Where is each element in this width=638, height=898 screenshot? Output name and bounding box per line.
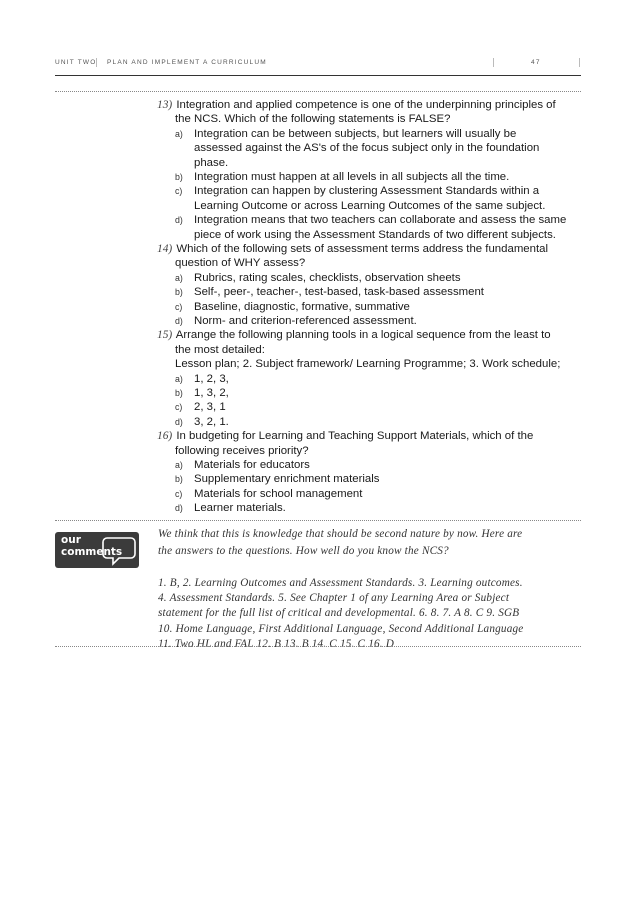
answer-option bbox=[175, 400, 585, 414]
answer-option bbox=[175, 458, 585, 472]
option-text: Self-, peer-, teacher-, test-based, task-based assessment bbox=[194, 286, 484, 299]
option-letter: b) bbox=[175, 474, 183, 485]
dotted-divider bbox=[55, 646, 581, 647]
badge-line-2: comments bbox=[61, 546, 123, 558]
answer-option bbox=[175, 184, 585, 213]
option-text: Baseline, diagnostic, formative, summative bbox=[194, 300, 410, 313]
answer-option bbox=[175, 501, 585, 515]
question-stem bbox=[157, 328, 577, 342]
answer-option bbox=[175, 487, 585, 501]
option-letter: d) bbox=[175, 503, 183, 514]
question-number: 16) bbox=[157, 430, 173, 443]
question-number: 14) bbox=[157, 243, 173, 255]
option-text: Integration can happen by clustering Assessment Standards within a Learning Outcome or across Learning Outcomes of the same subject. bbox=[194, 185, 546, 212]
answer-option bbox=[175, 314, 585, 328]
answer-option bbox=[175, 386, 585, 400]
answer-option bbox=[175, 300, 585, 314]
answer-option bbox=[175, 472, 585, 486]
option-text: Supplementary enrichment materials bbox=[194, 473, 380, 486]
option-letter: a) bbox=[175, 460, 183, 470]
option-text: Learner materials. bbox=[194, 502, 286, 515]
question-text: Arrange the following planning tools in a logical sequence from the least to bbox=[175, 329, 551, 342]
option-letter: b) bbox=[175, 388, 183, 398]
dotted-divider bbox=[55, 520, 581, 521]
question-stem-line: the most detailed: bbox=[175, 343, 265, 356]
option-text: Integration means that two teachers can collaborate and assess the same piece of work using the Assessment Standards of two different subjects. bbox=[194, 214, 567, 241]
option-text: Rubrics, rating scales, checklists, observation sheets bbox=[194, 271, 461, 284]
question-number: 13) bbox=[157, 99, 173, 111]
answer-option bbox=[175, 213, 585, 242]
option-letter: c) bbox=[175, 488, 183, 499]
page-number: 47 bbox=[531, 59, 541, 66]
question-stem bbox=[157, 429, 577, 443]
option-text: Integration can be between subjects, but learners will usually be assessed against the AS's of the focus subject only in the foundation phase. bbox=[194, 127, 540, 169]
header-divider bbox=[493, 58, 494, 67]
answer-option bbox=[175, 285, 585, 299]
header-divider bbox=[96, 58, 97, 67]
option-letter: b) bbox=[175, 287, 183, 298]
option-letter: a) bbox=[175, 128, 183, 139]
our-comments-badge bbox=[55, 532, 139, 568]
answer-option bbox=[175, 170, 585, 184]
option-text: Integration must happen at all levels in all subjects all the time. bbox=[194, 171, 510, 183]
question-stem bbox=[157, 242, 577, 256]
option-letter: c) bbox=[175, 402, 183, 413]
answer-option bbox=[175, 372, 585, 386]
question-stem-line: question of WHY assess? bbox=[175, 257, 306, 270]
option-text: Materials for educators bbox=[194, 459, 310, 471]
option-text: Norm- and criterion-referenced assessment. bbox=[194, 315, 417, 327]
option-text: 3, 2, 1. bbox=[194, 415, 229, 428]
option-text: 1, 2, 3, bbox=[194, 372, 229, 385]
running-header bbox=[55, 59, 581, 71]
option-letter: d) bbox=[175, 416, 183, 427]
answer-option bbox=[175, 127, 585, 170]
option-letter: b) bbox=[175, 172, 183, 182]
question-stem bbox=[157, 98, 577, 112]
question-stem-line: Lesson plan; 2. Subject framework/ Learning Programme; 3. Work schedule; bbox=[175, 358, 561, 371]
answer-key-line: statement for the full list of critical and developmental. 6. 8. 7. A 8. C 9. SGB bbox=[158, 607, 520, 620]
unit-label: UNIT TWO bbox=[55, 59, 97, 66]
header-divider bbox=[579, 58, 580, 67]
option-letter: a) bbox=[175, 272, 183, 283]
option-letter: a) bbox=[175, 373, 183, 384]
answer-key-line: 10. Home Language, First Additional Language, Second Additional Language bbox=[158, 622, 524, 635]
question-text: Integration and applied competence is one of the underpinning principles of bbox=[176, 99, 556, 111]
option-text: Materials for school management bbox=[194, 487, 363, 500]
question-stem-line: the NCS. Which of the following statements is FALSE? bbox=[175, 113, 451, 126]
option-letter: c) bbox=[175, 301, 183, 312]
chapter-title: PLAN AND IMPLEMENT A CURRICULUM bbox=[107, 59, 267, 66]
header-rule bbox=[55, 75, 581, 76]
option-letter: d) bbox=[175, 316, 183, 326]
comment-intro-line: We think that this is knowledge that should be second nature by now. Here are bbox=[158, 528, 523, 540]
answer-key-line: 11. Two HL and FAL 12. B 13. B 14. C 15. C 16. D bbox=[158, 637, 395, 650]
dotted-divider bbox=[55, 91, 581, 92]
answer-option bbox=[175, 415, 585, 429]
option-letter: d) bbox=[175, 215, 183, 226]
answer-key-line: 4. Assessment Standards. 5. See Chapter 1 of any Learning Area or Subject bbox=[158, 592, 510, 605]
option-text: 1, 3, 2, bbox=[194, 387, 229, 399]
question-number: 15) bbox=[157, 329, 173, 342]
answer-key-line: 1. B, 2. Learning Outcomes and Assessment Standards. 3. Learning outcomes. bbox=[158, 577, 523, 589]
answer-option bbox=[175, 271, 585, 285]
badge-line-1: our bbox=[61, 534, 81, 546]
comment-intro-line: the answers to the questions. How well do you know the NCS? bbox=[158, 545, 449, 557]
option-letter: c) bbox=[175, 186, 183, 197]
option-text: 2, 3, 1 bbox=[194, 401, 226, 414]
question-text: Which of the following sets of assessment terms address the fundamental bbox=[176, 243, 549, 255]
question-stem-line: following receives priority? bbox=[175, 444, 309, 457]
question-text: In budgeting for Learning and Teaching Support Materials, which of the bbox=[176, 430, 534, 443]
